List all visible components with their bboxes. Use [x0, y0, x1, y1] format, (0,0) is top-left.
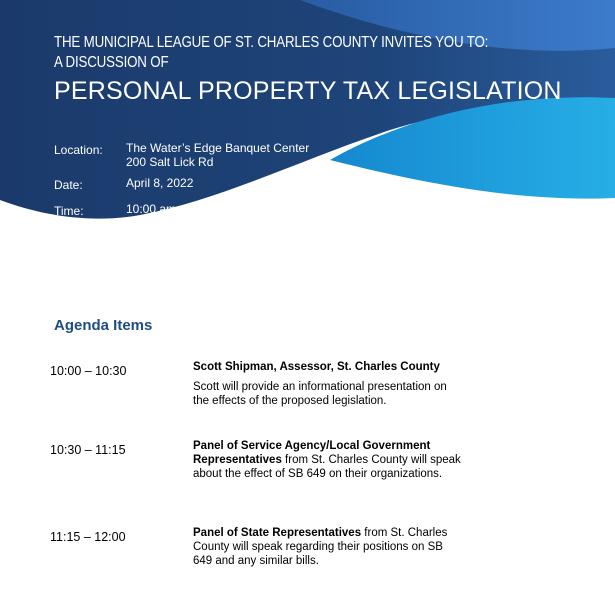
location-value	[126, 141, 309, 169]
agenda-speaker-3: Panel of State Representatives	[193, 527, 362, 539]
location-line-2: 200 Salt Lick Rd	[126, 155, 214, 169]
date-value: April 8, 2022	[126, 176, 194, 190]
agenda-time-1: 10:00 – 10:30	[50, 364, 127, 378]
agenda-item-3	[193, 526, 463, 568]
location-label: Location:	[54, 143, 103, 157]
event-title: PERSONAL PROPERTY TAX LEGISLATION	[54, 77, 562, 105]
invite-line-2: A DISCUSSION OF	[54, 54, 169, 71]
time-label: Time:	[54, 204, 84, 218]
agenda-item-2	[193, 439, 463, 481]
agenda-description-3: from St. Charles County will speak regarding their positions on SB 649 and any similar bills.	[193, 527, 448, 567]
location-line-1: The Water’s Edge Banquet Center	[126, 141, 310, 155]
agenda-description-2: from St. Charles County will speak about the effect of SB 649 on their organizations.	[193, 454, 461, 480]
agenda-item-1	[193, 360, 463, 408]
invite-text	[54, 33, 488, 73]
agenda-heading: Agenda Items	[54, 317, 153, 334]
time-value: 10:00 am	[126, 202, 177, 216]
agenda-speaker-1: Scott Shipman, Assessor, St. Charles County	[193, 361, 440, 373]
invite-line-1: THE MUNICIPAL LEAGUE OF ST. CHARLES COUNTY INVITES YOU TO:	[54, 34, 489, 51]
agenda-time-3: 11:15 – 12:00	[50, 530, 126, 544]
agenda-description-1: Scott will provide an informational presentation on the effects of the proposed legislation.	[193, 381, 447, 407]
agenda-speaker-2: Panel of Service Agency/Local Government Representatives	[193, 440, 431, 466]
agenda-time-2: 10:30 – 11:15	[50, 443, 126, 457]
date-label: Date:	[54, 178, 83, 192]
